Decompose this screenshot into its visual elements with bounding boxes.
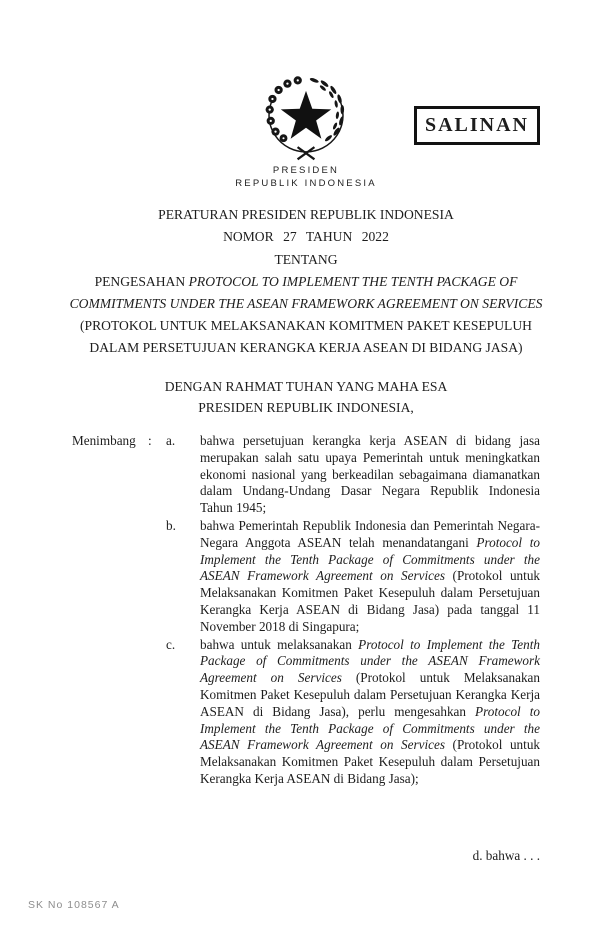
italic-text-run: Protocol to Implement the Tenth Package of Commitments under the ASEAN Framework Agreement on Services	[200, 636, 540, 686]
subject-title-line	[0, 337, 612, 359]
letterhead-presiden: PRESIDEN	[272, 165, 340, 176]
menimbang-column	[72, 433, 166, 450]
text-run: (Protokol untuk Melaksanakan Komitmen Paket Kesepuluh dalam Persetujuan Kerangka Kerja ASEAN di Bidang Jasa) pada tanggal 11 November 2018 di Singapura;	[200, 568, 541, 634]
text-run: (PROTOKOL UNTUK MELAKSANAKAN KOMITMEN PAKET KESEPULUH	[80, 318, 532, 333]
regulation-title: PERATURAN PRESIDEN REPUBLIK INDONESIA	[158, 207, 454, 222]
presidential-seal-icon	[256, 74, 356, 164]
subject-title-line	[0, 293, 612, 315]
text-run: (Protokol untuk Melaksanakan Komitmen Paket Kesepuluh dalam Persetujuan Kerangka Kerja ASEAN di Bidang Jasa);	[200, 737, 541, 786]
consideration-item-marker: a.	[166, 433, 176, 448]
consideration-item-marker: c.	[166, 636, 176, 652]
considerations-section	[72, 433, 540, 789]
subject-title-line	[0, 271, 612, 293]
catchword: d. bahwa . . .	[472, 848, 540, 863]
footer-code: SK No 108567 A	[28, 899, 120, 911]
italic-text-run: Protocol to Implement the Tenth Package of Commitments under the ASEAN Framework Agreement on Services	[200, 534, 540, 584]
regulation-number: NOMOR 27 TAHUN 2022	[223, 229, 389, 244]
preamble-authority: PRESIDEN REPUBLIK INDONESIA,	[198, 399, 414, 415]
text-run: DALAM PERSETUJUAN KERANGKA KERJA ASEAN DI BIDANG JASA)	[89, 340, 523, 355]
subject-title	[0, 271, 612, 359]
consideration-item-text	[200, 433, 540, 517]
menimbang-colon: :	[148, 433, 152, 448]
text-run: bahwa Pemerintah Republik Indonesia dan Pemerintah Negara-Negara Anggota ASEAN telah menandatangani	[200, 517, 540, 550]
italic-text-run: PROTOCOL TO IMPLEMENT THE TENTH PACKAGE OF	[188, 274, 518, 289]
menimbang-label: Menimbang	[72, 433, 136, 448]
text-run: (Protokol untuk Melaksanakan Komitmen Paket Kesepuluh dalam Persetujuan Kerangka Kerja ASEAN di Bidang Jasa), perlu mengesahkan	[200, 670, 540, 719]
letterhead-republik-indonesia: REPUBLIK INDONESIA	[235, 178, 377, 189]
letterhead	[0, 164, 612, 190]
salinan-stamp	[414, 106, 540, 145]
preamble	[0, 377, 612, 418]
consideration-item	[166, 637, 540, 788]
consideration-item-marker: b.	[166, 517, 176, 533]
text-run: PENGESAHAN	[94, 274, 189, 289]
subject-title-line	[0, 315, 612, 337]
title-block	[0, 204, 612, 359]
italic-text-run: COMMITMENTS UNDER THE ASEAN FRAMEWORK AGREEMENT ON SERVICES	[69, 296, 543, 311]
consideration-item	[166, 433, 540, 517]
salinan-stamp-label: SALINAN	[424, 114, 530, 137]
star-icon	[281, 91, 331, 139]
italic-text-run: Protocol to Implement the Tenth Package of Commitments under the ASEAN Framework Agreement on Services	[200, 703, 540, 753]
consideration-items	[166, 433, 540, 789]
text-run: bahwa untuk melaksanakan	[200, 636, 359, 652]
consideration-item-text	[200, 637, 540, 788]
consideration-item-text	[200, 518, 540, 636]
preamble-invocation: DENGAN RAHMAT TUHAN YANG MAHA ESA	[164, 379, 448, 394]
tentang-label: TENTANG	[274, 252, 338, 267]
consideration-item	[166, 518, 540, 636]
text-run: bahwa persetujuan kerangka kerja ASEAN di bidang jasa merupakan salah satu upaya Pemerintah untuk meningkatkan ekonomi nasional yang berkeadilan sebagaimana diamanatkan dalam Undang-Undang Dasar Negara Republik Indonesia Tahun 1945;	[200, 433, 540, 516]
